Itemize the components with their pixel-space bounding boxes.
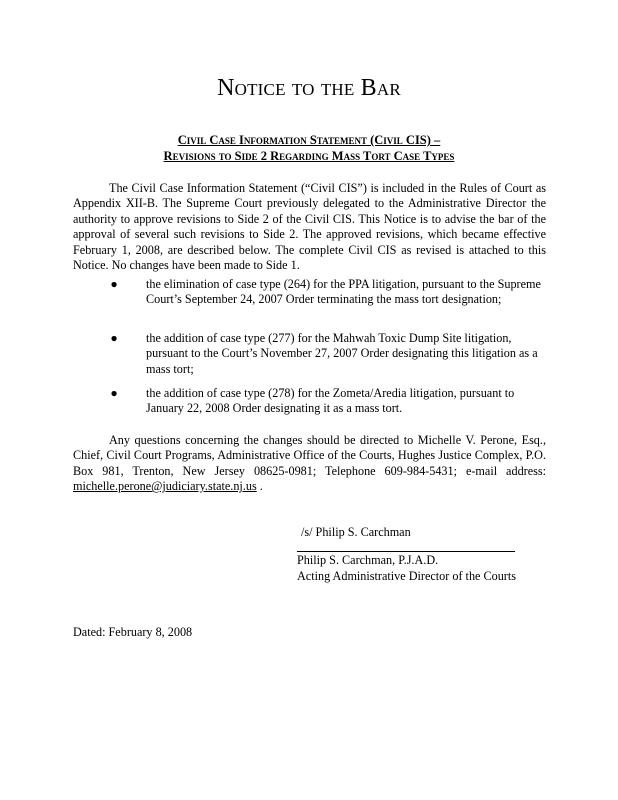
contact-text: Any questions concerning the changes should be directed to Michelle V. Perone, Esq., Chief, Civil Court Programs, Administrative Office of the Courts, Hughes Justice Complex, P.O. Box 981, Trenton, New Jersey 08625-0981; Telephone 609-984-5431; e-mail address: xyxy=(73,433,546,478)
subtitle-line-2: Revisions to Side 2 Regarding Mass Tort Case Types xyxy=(163,149,455,163)
bullet-text: the addition of case type (277) for the Mahwah Toxic Dump Site litigation, pursuant to the Court’s November 27, 2007 Order designating this litigation as a mass tort; xyxy=(146,331,538,376)
contact-paragraph xyxy=(73,433,546,495)
signer-title: Acting Administrative Director of the Courts xyxy=(297,569,516,583)
signer-name: Philip S. Carchman, P.J.A.D. xyxy=(297,553,439,567)
bullet-icon: ● xyxy=(110,386,118,400)
signature-signed: /s/ Philip S. Carchman xyxy=(301,525,411,539)
bullet-text: the addition of case type (278) for the Zometa/Aredia litigation, pursuant to January 22, 2008 Order designating it as a mass tort. xyxy=(146,386,515,416)
bullet-icon: ● xyxy=(110,331,118,345)
bullet-icon: ● xyxy=(110,277,118,291)
dated-line: Dated: February 8, 2008 xyxy=(73,625,193,639)
subtitle-line-1: Civil Case Information Statement (Civil CIS) – xyxy=(177,133,441,147)
email-link[interactable]: michelle.perone@judiciary.state.nj.us xyxy=(73,479,257,494)
bullet-text: the elimination of case type (264) for the PPA litigation, pursuant to the Supreme Court’s September 24, 2007 Order terminating the mass tort designation; xyxy=(146,277,541,307)
signature-line xyxy=(297,551,515,552)
contact-end: . xyxy=(256,479,263,494)
notice-subtitle xyxy=(0,132,618,164)
page-title: Notice to the Bar xyxy=(217,75,401,101)
intro-paragraph: The Civil Case Information Statement (“Civil CIS”) is included in the Rules of Court as Appendix XII-B. The Supreme Court previously delegated to the Administrative Director the authority to approve revisions to Side 2 of the Civil CIS. This Notice is to advise the bar of the approval of several such revisions to Side 2. The approved revisions, which became effective February 1, 2008, are described below. The complete Civil CIS as revised is attached to this Notice. No changes have been made to Side 1. xyxy=(73,181,546,273)
